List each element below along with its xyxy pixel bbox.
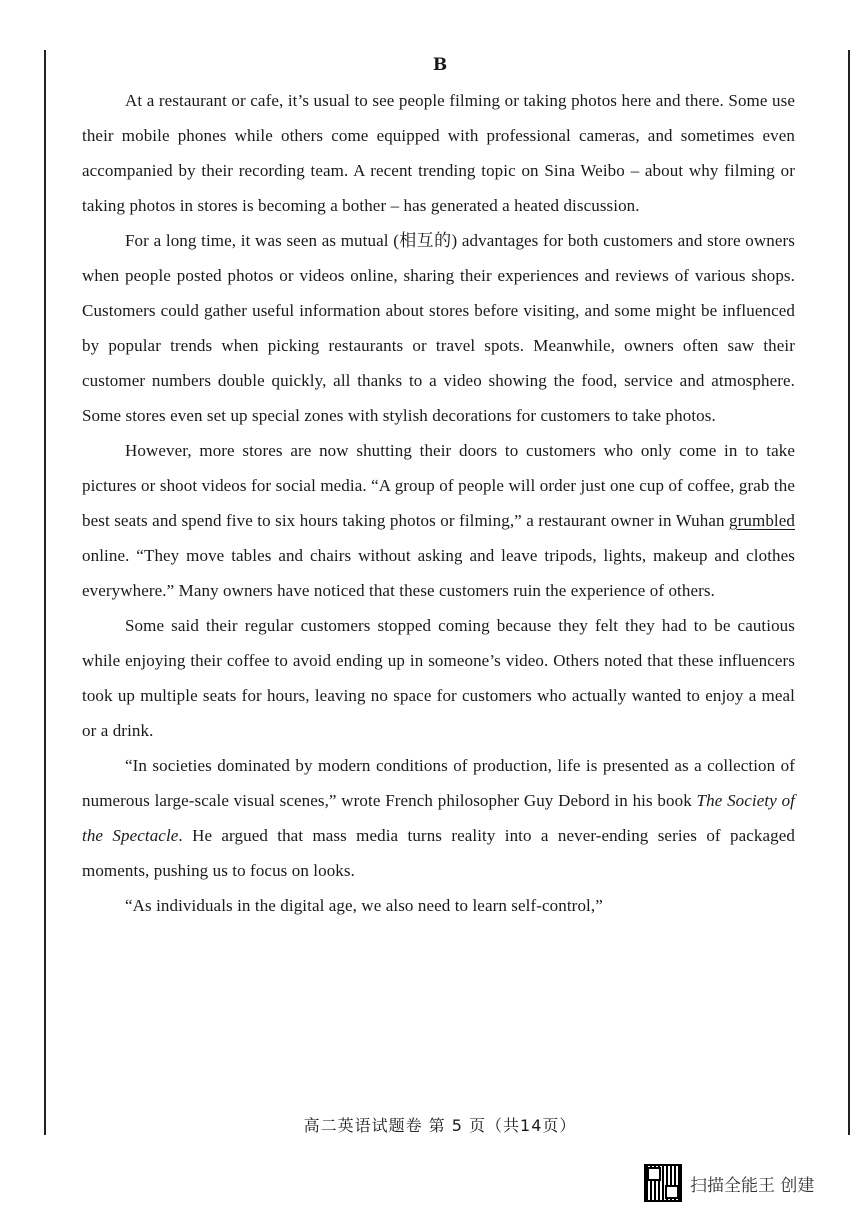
scanner-watermark bbox=[644, 1163, 814, 1203]
paragraph-3-part-a: However, more stores are now shutting their doors to customers who only come in to take pictures or shoot videos for social media. “A group of people will order just one cup of coffee, grab the best seats and spend five to six hours taking photos or filming,” a restaurant owner in Wuhan bbox=[82, 441, 795, 530]
watermark-text: 扫描全能王 创建 bbox=[690, 1175, 815, 1196]
paragraph-5 bbox=[82, 748, 795, 888]
right-margin-line bbox=[848, 50, 850, 1135]
qr-code-icon bbox=[644, 1164, 682, 1202]
paragraph-6: “As individuals in the digital age, we also need to learn self-control,” bbox=[125, 896, 603, 915]
paragraph-5-part-a: “In societies dominated by modern conditions of production, life is presented as a collection of numerous large-scale visual scenes,” wrote French philosopher Guy Debord in his book bbox=[82, 756, 795, 810]
page-footer: 高二英语试题卷 第 5 页（共14页） bbox=[303, 1116, 577, 1135]
paragraph-3 bbox=[82, 433, 795, 608]
paragraph-4: Some said their regular customers stopped coming because they felt they had to be cautious while enjoying their coffee to avoid ending up in someone’s video. Others noted that these influencers took up multiple seats for hours, leaving no space for customers who actually wanted to enjoy a meal or a drink. bbox=[82, 616, 795, 740]
underlined-word: grumbled bbox=[729, 511, 795, 530]
book-title: The Society of the Spectacle bbox=[82, 791, 795, 845]
paragraph-2: For a long time, it was seen as mutual (相互的) advantages for both customers and store owners when people posted photos or videos online, sharing their experiences and reviews of various shops. Customers could gather useful information about stores before visiting, and some might be influenced by popular trends when picking restaurants or travel spots. Meanwhile, owners often saw their customer numbers double quickly, all thanks to a video showing the food, service and atmosphere. Some stores even set up special zones with stylish decorations for customers to take photos. bbox=[82, 231, 795, 425]
left-margin-line bbox=[44, 50, 46, 1135]
paragraph-3-part-b: online. “They move tables and chairs without asking and leave tripods, lights, makeup and clothes everywhere.” Many owners have noticed that these customers ruin the experience of others. bbox=[82, 546, 795, 600]
paragraph-5-part-b: . He argued that mass media turns reality into a never-ending series of packaged moments, pushing us to focus on looks. bbox=[82, 826, 795, 880]
reading-passage bbox=[82, 83, 795, 923]
section-heading: B bbox=[432, 55, 448, 75]
paragraph-1: At a restaurant or cafe, it’s usual to see people filming or taking photos here and there. Some use their mobile phones while others come equipped with professional cameras, and sometimes even accompanied by their recording team. A recent trending topic on Sina Weibo – about why filming or taking photos in stores is becoming a bother – has generated a heated discussion. bbox=[82, 91, 795, 215]
